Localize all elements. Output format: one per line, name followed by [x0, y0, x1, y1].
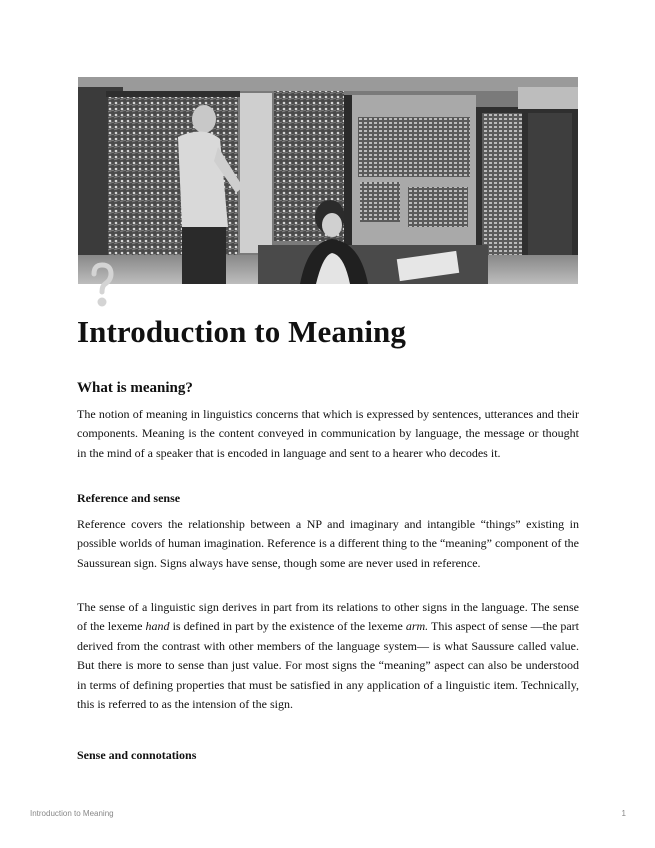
header-photo — [78, 77, 578, 284]
question-mark-icon — [89, 262, 115, 310]
footer-page-number: 1 — [621, 809, 626, 818]
paragraph-what-is-meaning: The notion of meaning in linguistics concerns that which is expressed by sentences, utterances and their components. Meaning is the content conveyed in communication by language, the message or thought in the mind of a speaker that is encoded in language and sent to a hearer who decodes it. — [77, 407, 579, 460]
paragraph-sense-part2: is defined in part by the existence of the lexeme — [169, 619, 406, 634]
section-heading-what-is-meaning: What is meaning? — [77, 380, 193, 396]
paragraph-sense-part3: This aspect of sense —the part derived from the contrast with other members of the language system— is what Saussure called value. But there is more to sense than just value. For most signs the “meaning” aspect can also be understood in terms of defining properties that must be satisfied in any application of a linguistic item. Technically, this is referred to as the intension of the sign. — [77, 619, 579, 712]
term-arm: arm. — [405, 619, 429, 634]
section-heading-sense-and-connotations: Sense and connotations — [77, 748, 197, 762]
footer-title: Introduction to Meaning — [30, 809, 114, 818]
paragraph-sense-part1: The sense of a linguistic sign derives in part from its relations to other signs in the language. The sense of the lexeme — [77, 600, 579, 634]
section-heading-reference-and-sense: Reference and sense — [77, 491, 181, 505]
paragraph-reference: Reference covers the relationship between a NP and imaginary and intangible “things” existing in possible worlds of human imagination. Reference is a different thing to the “meaning” component of the Saussurean sign. Signs always have sense, though some are never used in reference. — [77, 517, 579, 570]
page-title: Introduction to Meaning — [77, 314, 406, 349]
paragraph-sense — [77, 598, 579, 714]
computer-room-photo-icon — [78, 77, 578, 284]
term-hand: hand — [145, 619, 170, 634]
